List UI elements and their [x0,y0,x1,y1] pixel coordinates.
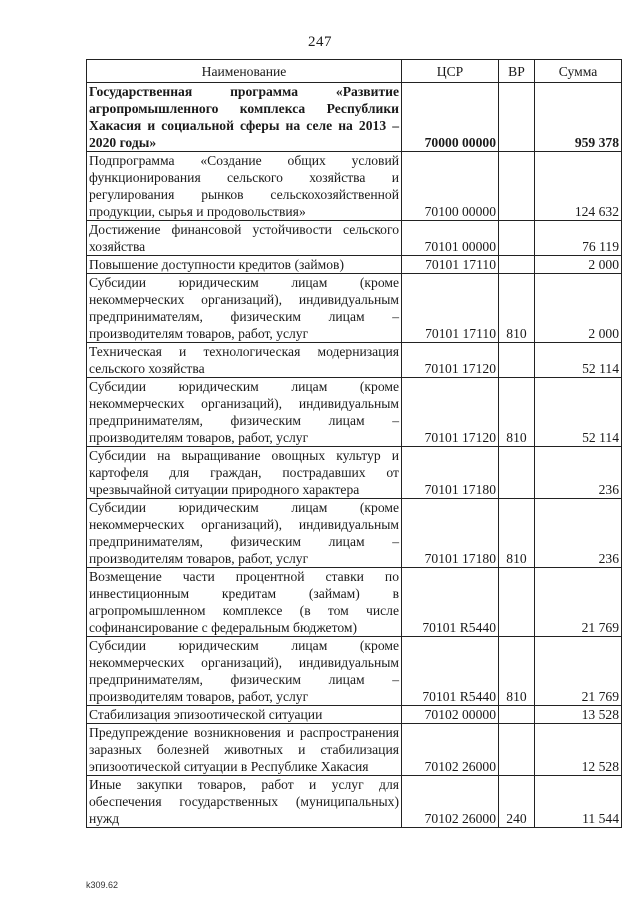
table-row [87,706,622,724]
cell-csr: 70102 26000 [402,724,499,776]
cell-csr: 70101 R5440 [402,637,499,706]
cell-name: Субсидии на выращивание овощных культур и картофеля для граждан, пострадавших от чрезвычайной ситуации природного характера [87,447,402,499]
cell-name: Подпрограмма «Создание общих условий функционирования сельского хозяйства и регулирования рынков сельскохозяйственной продукции, сырья и продовольствия» [87,152,402,221]
table-row [87,343,622,378]
header-csr: ЦСР [402,60,499,83]
cell-name: Субсидии юридическим лицам (кроме некоммерческих организаций), индивидуальным предпринимателям, физическим лицам – производителям товаров, работ, услуг [87,274,402,343]
table-row [87,83,622,152]
table-row [87,499,622,568]
cell-csr: 70102 00000 [402,706,499,724]
table-row [87,568,622,637]
budget-table [86,59,622,828]
cell-csr: 70101 17180 [402,447,499,499]
cell-sum: 21 769 [535,568,622,637]
cell-sum: 124 632 [535,152,622,221]
cell-vr: 810 [499,378,535,447]
cell-sum: 2 000 [535,274,622,343]
table-row [87,447,622,499]
cell-name: Техническая и технологическая модернизация сельского хозяйства [87,343,402,378]
cell-vr [499,724,535,776]
cell-vr [499,343,535,378]
cell-csr: 70101 17110 [402,256,499,274]
cell-sum: 236 [535,499,622,568]
cell-vr [499,152,535,221]
cell-sum: 52 114 [535,343,622,378]
cell-vr [499,83,535,152]
cell-csr: 70000 00000 [402,83,499,152]
header-vr: ВР [499,60,535,83]
cell-vr: 810 [499,499,535,568]
cell-csr: 70101 17120 [402,343,499,378]
cell-csr: 70101 00000 [402,221,499,256]
cell-sum: 2 000 [535,256,622,274]
table-row [87,221,622,256]
header-sum: Сумма [535,60,622,83]
cell-sum: 13 528 [535,706,622,724]
cell-name: Иные закупки товаров, работ и услуг для обеспечения государственных (муниципальных) нужд [87,776,402,828]
cell-sum: 76 119 [535,221,622,256]
cell-csr: 70101 R5440 [402,568,499,637]
cell-name: Государственная программа «Развитие агропромышленного комплекса Республики Хакасия и социальной сферы на селе на 2013 – 2020 годы» [87,83,402,152]
table-body [87,83,622,828]
cell-name: Субсидии юридическим лицам (кроме некоммерческих организаций), индивидуальным предпринимателям, физическим лицам – производителям товаров, работ, услуг [87,378,402,447]
cell-name: Субсидии юридическим лицам (кроме некоммерческих организаций), индивидуальным предпринимателям, физическим лицам – производителям товаров, работ, услуг [87,637,402,706]
footer-code: k309.62 [86,880,119,890]
cell-vr [499,256,535,274]
cell-sum: 959 378 [535,83,622,152]
cell-vr [499,706,535,724]
cell-name: Субсидии юридическим лицам (кроме некоммерческих организаций), индивидуальным предпринимателям, физическим лицам – производителям товаров, работ, услуг [87,499,402,568]
cell-csr: 70101 17110 [402,274,499,343]
table-header-row [87,60,622,83]
cell-name: Предупреждение возникновения и распространения заразных болезней животных и стабилизация эпизоотической ситуации в Республике Хакасия [87,724,402,776]
cell-vr: 810 [499,637,535,706]
cell-csr: 70101 17120 [402,378,499,447]
cell-sum: 11 544 [535,776,622,828]
cell-name: Повышение доступности кредитов (займов) [87,256,402,274]
table-row [87,378,622,447]
page-number: 247 [308,34,332,50]
cell-sum: 12 528 [535,724,622,776]
cell-sum: 52 114 [535,378,622,447]
cell-csr: 70100 00000 [402,152,499,221]
table-row [87,256,622,274]
table-row [87,274,622,343]
cell-vr [499,568,535,637]
cell-vr: 810 [499,274,535,343]
header-name: Наименование [87,60,402,83]
cell-vr: 240 [499,776,535,828]
cell-sum: 21 769 [535,637,622,706]
cell-name: Достижение финансовой устойчивости сельского хозяйства [87,221,402,256]
cell-csr: 70102 26000 [402,776,499,828]
cell-csr: 70101 17180 [402,499,499,568]
table-row [87,637,622,706]
cell-vr [499,221,535,256]
table-row [87,776,622,828]
cell-name: Стабилизация эпизоотической ситуации [87,706,402,724]
cell-name: Возмещение части процентной ставки по инвестиционным кредитам (займам) в агропромышленном комплексе (в том числе софинансирование с федеральным бюджетом) [87,568,402,637]
cell-sum: 236 [535,447,622,499]
table-row [87,724,622,776]
cell-vr [499,447,535,499]
table-row [87,152,622,221]
